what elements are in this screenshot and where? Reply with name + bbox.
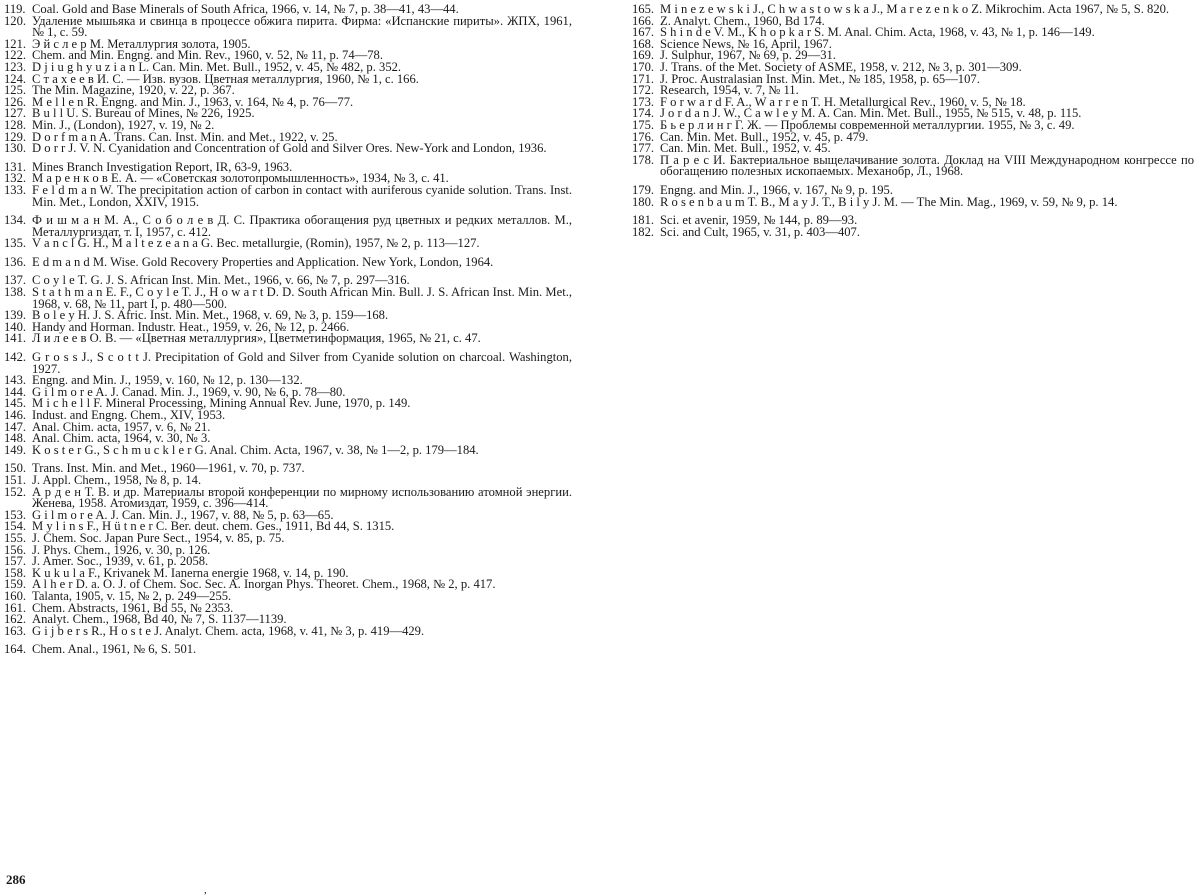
reference-text: F e l d m a n W. The precipitation action of carbon in contact with auriferous cyanide solution. Trans. Inst. Min. Met., London, XXIV, 1915. bbox=[32, 182, 572, 209]
reference-text: J. Appl. Chem., 1958, № 8, p. 14. bbox=[32, 472, 202, 487]
reference-number: 178. bbox=[632, 152, 655, 167]
reference-text: Ф и ш м а н М. А., С о б о л е в Д. С. Практика обогащения руд цветных и редких металлов. М., Металлургиздат, т. I, 1957, с. 412. bbox=[32, 213, 572, 239]
reference-text: Handy and Horman. Industr. Heat., 1959, v. 26, № 12, p. 2466. bbox=[32, 319, 350, 334]
reference-text: Min. J., (London), 1927, v. 19, № 2. bbox=[32, 117, 215, 132]
reference-number: 126. bbox=[4, 94, 27, 109]
reference-number: 150. bbox=[4, 461, 27, 476]
reference-text: А р д е н Т. В. и др. Материалы второй конференции по мирному использованию атомной энергии. Женева, 1958. Атомиздат, 1959, с. 396—414. bbox=[32, 484, 572, 511]
reference-number: 148. bbox=[4, 431, 27, 446]
reference-text: Sci. et avenir, 1959, № 144, p. 89—93. bbox=[660, 213, 858, 228]
reference-text: E d m a n d M. Wise. Gold Recovery Properties and Application. New York, London, 1964. bbox=[32, 254, 494, 269]
reference-number: 167. bbox=[632, 25, 655, 40]
reference-text: S h i n d e V. M., K h o p k a r S. M. Anal. Chim. Acta, 1968, v. 43, № 1, p. 146—149. bbox=[660, 25, 1095, 40]
reference-text: Anal. Chim. acta, 1957, v. 6, № 21. bbox=[32, 419, 211, 434]
reference-text: K u k u l a F., Krivanek M. Ianerna energie 1968, v. 14, p. 190. bbox=[32, 565, 349, 580]
reference-text: Science News, № 16, April, 1967. bbox=[660, 36, 832, 51]
reference-text: G i j b e r s R., H o s t e J. Analyt. Chem. acta, 1968, v. 41, № 3, p. 419—429. bbox=[32, 623, 425, 638]
reference-text: D o r f m a n A. Trans. Can. Inst. Min. and Met., 1922, v. 25. bbox=[32, 129, 338, 144]
reference-text: Удаление мышьяка и свинца в процессе обжига пирита. Фирма: «Испанские пириты». ЖПХ, 1961, № 1, с. 59. bbox=[32, 13, 572, 40]
reference-text: C o y l e T. G. J. S. African Inst. Min. Met., 1966, v. 66, № 7, p. 297—316. bbox=[32, 273, 410, 288]
reference-text: Chem. Anal., 1961, № 6, S. 501. bbox=[32, 642, 197, 657]
reference-entry bbox=[632, 194, 1194, 209]
reference-text: S t a t h m a n E. F., C o y l e T. J., H o w a r t D. D. South African Min. Bull. J. S. African Inst. Min. Met., 1968, v. 68, № 11, part I, p. 480—500. bbox=[32, 285, 572, 311]
reference-text: D j i u g h y u z i a n L. Can. Min. Met. Bull., 1952, v. 45, № 482, p. 352. bbox=[32, 59, 402, 74]
reference-entry bbox=[4, 143, 572, 155]
reference-number: 151. bbox=[4, 472, 27, 487]
reference-number: 173. bbox=[632, 94, 655, 109]
reference-text: Engng. and Min. J., 1966, v. 167, № 9, p. 195. bbox=[660, 182, 893, 197]
reference-number: 159. bbox=[4, 577, 27, 592]
reference-text: Talanta, 1905, v. 15, № 2, p. 249—255. bbox=[32, 588, 232, 603]
reference-number: 156. bbox=[4, 542, 27, 557]
reference-number: 133. bbox=[4, 182, 27, 197]
reference-entry bbox=[632, 152, 1194, 179]
reference-number: 123. bbox=[4, 59, 27, 74]
reference-text: С т а х е е в И. С. — Изв. вузов. Цветная металлургия, 1960, № 1, с. 166. bbox=[32, 71, 419, 86]
reference-number: 130. bbox=[4, 141, 27, 156]
reference-number: 147. bbox=[4, 419, 27, 434]
reference-text: M e l l e n R. Engng. and Min. J., 1963, v. 164, № 4, p. 76—77. bbox=[32, 94, 354, 109]
reference-text: B o l e y H. J. S. Afric. Inst. Min. Met., 1968, v. 69, № 3, p. 159—168. bbox=[32, 308, 389, 323]
reference-number: 149. bbox=[4, 442, 27, 457]
reference-number: 169. bbox=[632, 48, 655, 63]
reference-text: G r o s s J., S c o t t J. Precipitation of Gold and Silver from Cyanide solution on charcoal. Washington, 1927. bbox=[32, 350, 572, 376]
reference-number: 129. bbox=[4, 129, 27, 144]
reference-text: Э й с л е р М. Металлургия золота, 1905. bbox=[32, 36, 251, 51]
reference-text: J. Trans. of the Met. Society of ASME, 1958, v. 212, № 3, p. 301—309. bbox=[660, 59, 1022, 74]
reference-text: П а р е с И. Бактериальное выщелачивание золота. Доклад на VIII Международном конгрессе по обогащению полезных ископаемых. Механобр, Л., 1968. bbox=[660, 152, 1194, 179]
reference-number: 182. bbox=[632, 224, 655, 239]
reference-number: 170. bbox=[632, 59, 655, 74]
reference-column-left bbox=[4, 4, 572, 656]
reference-number: 139. bbox=[4, 308, 27, 323]
reference-text: Engng. and Min. J., 1959, v. 160, № 12, p. 130—132. bbox=[32, 373, 303, 388]
reference-text: Mines Branch Investigation Report, IR, 63-9, 1963. bbox=[32, 159, 293, 174]
reference-entry bbox=[4, 182, 572, 209]
reference-number: 176. bbox=[632, 129, 655, 144]
reference-text: Trans. Inst. Min. and Met., 1960—1961, v. 70, p. 737. bbox=[32, 461, 305, 476]
reference-number: 144. bbox=[4, 384, 27, 399]
reference-number: 143. bbox=[4, 373, 27, 388]
reference-number: 140. bbox=[4, 319, 27, 334]
reference-number: 132. bbox=[4, 171, 27, 186]
reference-number: 157. bbox=[4, 554, 27, 569]
reference-text: Anal. Chim. acta, 1964, v. 30, № 3. bbox=[32, 431, 211, 446]
reference-text: A l h e r D. a. O. J. of Chem. Soc. Sec. A. Inorgan Phys. Theoret. Chem., 1968, № 2, p. 417. bbox=[32, 577, 496, 592]
reference-number: 177. bbox=[632, 141, 655, 156]
reference-number: 163. bbox=[4, 623, 27, 638]
reference-number: 131. bbox=[4, 159, 27, 174]
reference-text: Л и л е е в О. В. — «Цветная металлургия», Цветметинформация, 1965, № 21, с. 47. bbox=[32, 331, 481, 346]
reference-number: 152. bbox=[4, 484, 27, 499]
reference-text: Coal. Gold and Base Minerals of South Africa, 1966, v. 14, № 7, p. 38—41, 43—44. bbox=[32, 2, 459, 16]
reference-entry bbox=[4, 13, 572, 40]
reference-number: 160. bbox=[4, 588, 27, 603]
reference-number: 172. bbox=[632, 83, 655, 98]
reference-number: 138. bbox=[4, 285, 27, 300]
reference-entry bbox=[4, 484, 572, 511]
reference-text: J o r d a n J. W., C a w l e y M. A. Can. Min. Met. Bull., 1955, № 515, v. 48, p. 115. bbox=[660, 106, 1082, 121]
reference-text: R o s e n b a u m T. B., M a y J. T., B i l y J. M. — The Min. Mag., 1969, v. 59, № 9, p. 14. bbox=[660, 194, 1118, 209]
reference-number: 158. bbox=[4, 565, 27, 580]
reference-number: 127. bbox=[4, 106, 27, 121]
reference-number: 146. bbox=[4, 408, 27, 422]
reference-text: K o s t e r G., S c h m u c k l e r G. Anal. Chim. Acta, 1967, v. 38, № 1—2, p. 179—184. bbox=[32, 442, 479, 457]
reference-text: M i n e z e w s k i J., C h w a s t o w s k a J., M a r e z e n k o Z. Mikrochim. Acta 1967, № 5, S. 820. bbox=[660, 2, 1170, 16]
reference-entry bbox=[4, 644, 572, 656]
reference-number: 181. bbox=[632, 213, 655, 228]
reference-number: 154. bbox=[4, 519, 27, 534]
reference-entry bbox=[4, 623, 572, 638]
reference-text: Z. Analyt. Chem., 1960, Bd 174. bbox=[660, 13, 825, 28]
reference-number: 164. bbox=[4, 642, 27, 657]
reference-entry bbox=[4, 442, 572, 457]
reference-number: 165. bbox=[632, 2, 655, 16]
reference-number: 120. bbox=[4, 13, 27, 28]
reference-text: J. Proc. Australasian Inst. Min. Met., № 185, 1958, p. 65—107. bbox=[660, 71, 980, 86]
reference-text: Б ь е р л и н г Г. Ж. — Проблемы современной металлургии. 1955, № 3, с. 49. bbox=[660, 117, 1075, 132]
reference-text: М а р е н к о в Е. А. — «Советская золотопромышленность», 1934, № 3, с. 41. bbox=[32, 171, 449, 186]
reference-text: J. Amer. Soc., 1939, v. 61, p. 2058. bbox=[32, 554, 209, 569]
reference-entry bbox=[632, 224, 1194, 239]
reference-text: F o r w a r d F. A., W a r r e n T. H. Metallurgical Rev., 1960, v. 5, № 18. bbox=[660, 94, 1026, 109]
reference-number: 180. bbox=[632, 194, 655, 209]
reference-number: 136. bbox=[4, 254, 27, 269]
page-number: 286 bbox=[6, 872, 26, 887]
reference-number: 137. bbox=[4, 273, 27, 288]
reference-column-right bbox=[632, 4, 1194, 238]
reference-entry bbox=[4, 352, 572, 375]
reference-entry bbox=[4, 254, 572, 269]
reference-text: V a n c l G. H., M a l t e z e a n a G. Bec. metallurgie, (Romin), 1957, № 2, p. 113—127. bbox=[32, 236, 480, 251]
reference-number: 119. bbox=[4, 2, 26, 16]
reference-text: G i l m o r e A. J. Can. Min. J., 1967, v. 88, № 5, p. 63—65. bbox=[32, 507, 334, 522]
reference-number: 175. bbox=[632, 117, 655, 132]
reference-number: 171. bbox=[632, 71, 655, 86]
reference-number: 121. bbox=[4, 36, 27, 51]
reference-text: J. Chem. Soc. Japan Pure Sect., 1954, v. 85, p. 75. bbox=[32, 530, 285, 545]
reference-number: 153. bbox=[4, 507, 27, 522]
reference-entry bbox=[4, 287, 572, 310]
reference-number: 161. bbox=[4, 600, 27, 615]
reference-number: 166. bbox=[632, 13, 655, 28]
reference-text: The Min. Magazine, 1920, v. 22, p. 367. bbox=[32, 83, 235, 98]
reference-number: 125. bbox=[4, 83, 27, 98]
reference-number: 179. bbox=[632, 182, 655, 197]
reference-number: 124. bbox=[4, 71, 27, 86]
reference-number: 162. bbox=[4, 612, 27, 627]
reference-number: 174. bbox=[632, 106, 655, 121]
reference-text: D o r r J. V. N. Cyanidation and Concentration of Gold and Silver Ores. New-York and London, 1936. bbox=[32, 141, 547, 156]
reference-number: 142. bbox=[4, 350, 27, 365]
reference-number: 122. bbox=[4, 48, 27, 63]
reference-number: 141. bbox=[4, 331, 27, 346]
reference-number: 128. bbox=[4, 117, 27, 132]
reference-number: 155. bbox=[4, 530, 27, 545]
reference-text: Analyt. Chem., 1968, Bd 40, № 7, S. 1137—1139. bbox=[32, 612, 287, 627]
reference-text: Sci. and Cult, 1965, v. 31, p. 403—407. bbox=[660, 224, 860, 239]
reference-text: Chem. Abstracts, 1961, Bd 55, № 2353. bbox=[32, 600, 234, 615]
reference-number: 135. bbox=[4, 236, 27, 251]
reference-text: Can. Min. Met. Bull., 1952, v. 45. bbox=[660, 141, 831, 156]
reference-text: Indust. and Engng. Chem., XIV, 1953. bbox=[32, 408, 226, 422]
reference-text: G i l m o r e A. J. Canad. Min. J., 1969, v. 90, № 6, p. 78—80. bbox=[32, 384, 346, 399]
reference-entry bbox=[4, 215, 572, 238]
reference-text: J. Phys. Chem., 1926, v. 30, p. 126. bbox=[32, 542, 211, 557]
reference-text: B u l l U. S. Bureau of Mines, № 226, 1925. bbox=[32, 106, 255, 121]
reference-entry bbox=[4, 238, 572, 250]
reference-text: Chem. and Min. Engng. and Min. Rev., 1960, v. 52, № 11, p. 74—78. bbox=[32, 48, 383, 63]
reference-text: M y l i n s F., H ü t n e r C. Ber. deut. chem. Ges., 1911, Bd 44, S. 1315. bbox=[32, 519, 395, 534]
reference-number: 168. bbox=[632, 36, 655, 51]
reference-text: Research, 1954, v. 7, № 11. bbox=[660, 83, 799, 98]
reference-text: Can. Min. Met. Bull., 1952, v. 45, p. 479. bbox=[660, 129, 869, 144]
reference-text: M i c h e l l F. Mineral Processing, Mining Annual Rev. June, 1970, p. 149. bbox=[32, 396, 411, 411]
stray-mark: , bbox=[204, 884, 207, 896]
reference-number: 145. bbox=[4, 396, 27, 411]
reference-number: 134. bbox=[4, 213, 27, 228]
reference-entry bbox=[4, 333, 572, 345]
reference-text: J. Sulphur, 1967, № 69, p. 29—31. bbox=[660, 48, 836, 63]
